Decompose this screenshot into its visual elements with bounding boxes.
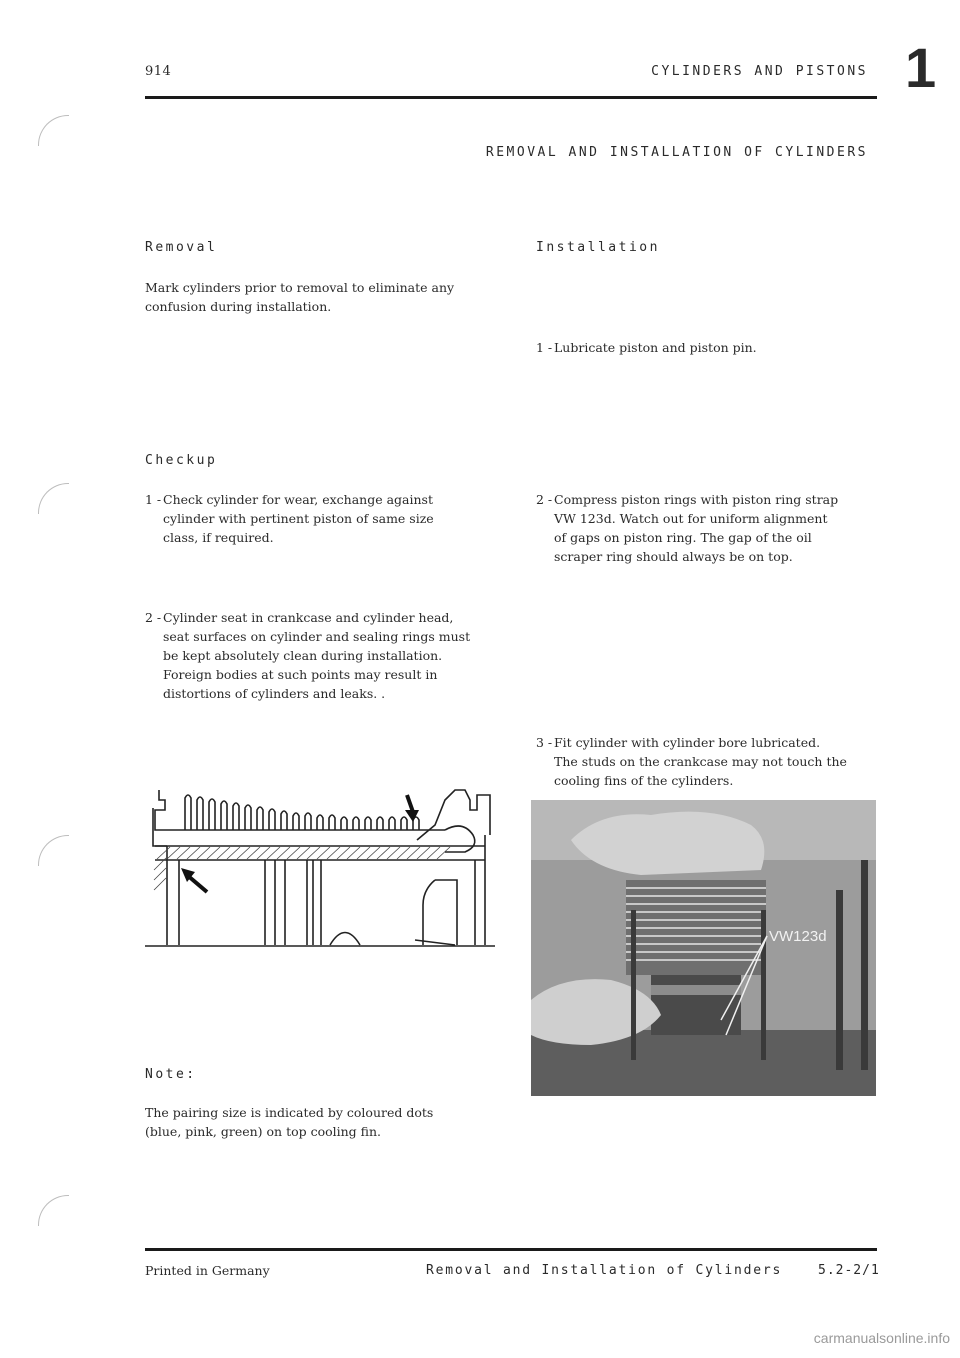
step-line: Compress piston rings with piston ring strap: [554, 492, 839, 507]
photo-label: VW123d: [769, 928, 827, 945]
installation-step-1: [536, 338, 896, 357]
item-line: Check cylinder for wear, exchange against: [163, 492, 433, 507]
item-line: Cylinder seat in crankcase and cylinder head,: [163, 610, 454, 625]
removal-text: [145, 278, 454, 316]
item-line: Foreign bodies at such points may result in: [163, 667, 438, 682]
note-text-line: (blue, pink, green) on top cooling fin.: [145, 1124, 382, 1139]
item-number: 1 -: [145, 492, 162, 507]
removal-text-line: confusion during installation.: [145, 299, 332, 314]
item-line: seat surfaces on cylinder and sealing rings must: [163, 629, 471, 644]
step-number: 3 -: [536, 735, 553, 750]
footer-rule: [145, 1248, 877, 1251]
item-line: be kept absolutely clean during installation.: [163, 648, 443, 663]
checkup-heading: Checkup: [145, 453, 218, 468]
installation-step-3: [536, 733, 896, 790]
page-title: REMOVAL AND INSTALLATION OF CYLINDERS: [485, 145, 868, 160]
removal-text-line: Mark cylinders prior to removal to eliminate any: [145, 280, 455, 295]
item-number: 2 -: [145, 610, 162, 625]
note-text: [145, 1103, 433, 1141]
margin-mark: [38, 483, 69, 514]
step-line: Lubricate piston and piston pin.: [554, 340, 757, 355]
step-line: The studs on the crankcase may not touch the: [554, 754, 847, 769]
footer-section: Removal and Installation of Cylinders: [426, 1263, 783, 1278]
item-line: class, if required.: [163, 530, 274, 545]
step-line: of gaps on piston ring. The gap of the oil: [554, 530, 812, 545]
header-group-number: 1: [905, 36, 937, 99]
checkup-item-1: [145, 490, 515, 547]
step-number: 1 -: [536, 340, 553, 355]
installation-step-2: [536, 490, 896, 566]
margin-mark: [38, 835, 69, 866]
header-model: 914: [145, 64, 172, 79]
header-rule: [145, 96, 877, 99]
step-line: cooling fins of the cylinders.: [554, 773, 734, 788]
cylinder-section-diagram: [145, 780, 495, 965]
cylinder-installation-photo: [531, 800, 876, 1096]
watermark: carmanualsonline.info: [813, 1330, 950, 1346]
note-text-line: The pairing size is indicated by coloured dots: [145, 1105, 434, 1120]
step-line: VW 123d. Watch out for uniform alignment: [554, 511, 828, 526]
step-line: scraper ring should always be on top.: [554, 549, 793, 564]
footer-page-number: 5.2-2/1: [818, 1263, 880, 1278]
checkup-item-2: [145, 608, 515, 703]
footer-printed: Printed in Germany: [145, 1263, 270, 1278]
step-line: Fit cylinder with cylinder bore lubricated.: [554, 735, 821, 750]
note-heading: Note:: [145, 1067, 197, 1082]
item-line: cylinder with pertinent piston of same size: [163, 511, 434, 526]
item-line: distortions of cylinders and leaks. .: [163, 686, 386, 701]
header-chapter: CYLINDERS AND PISTONS: [651, 64, 868, 79]
margin-mark: [38, 115, 69, 146]
margin-mark: [38, 1195, 69, 1226]
step-number: 2 -: [536, 492, 553, 507]
removal-heading: Removal: [145, 240, 218, 255]
installation-heading: Installation: [536, 240, 660, 255]
